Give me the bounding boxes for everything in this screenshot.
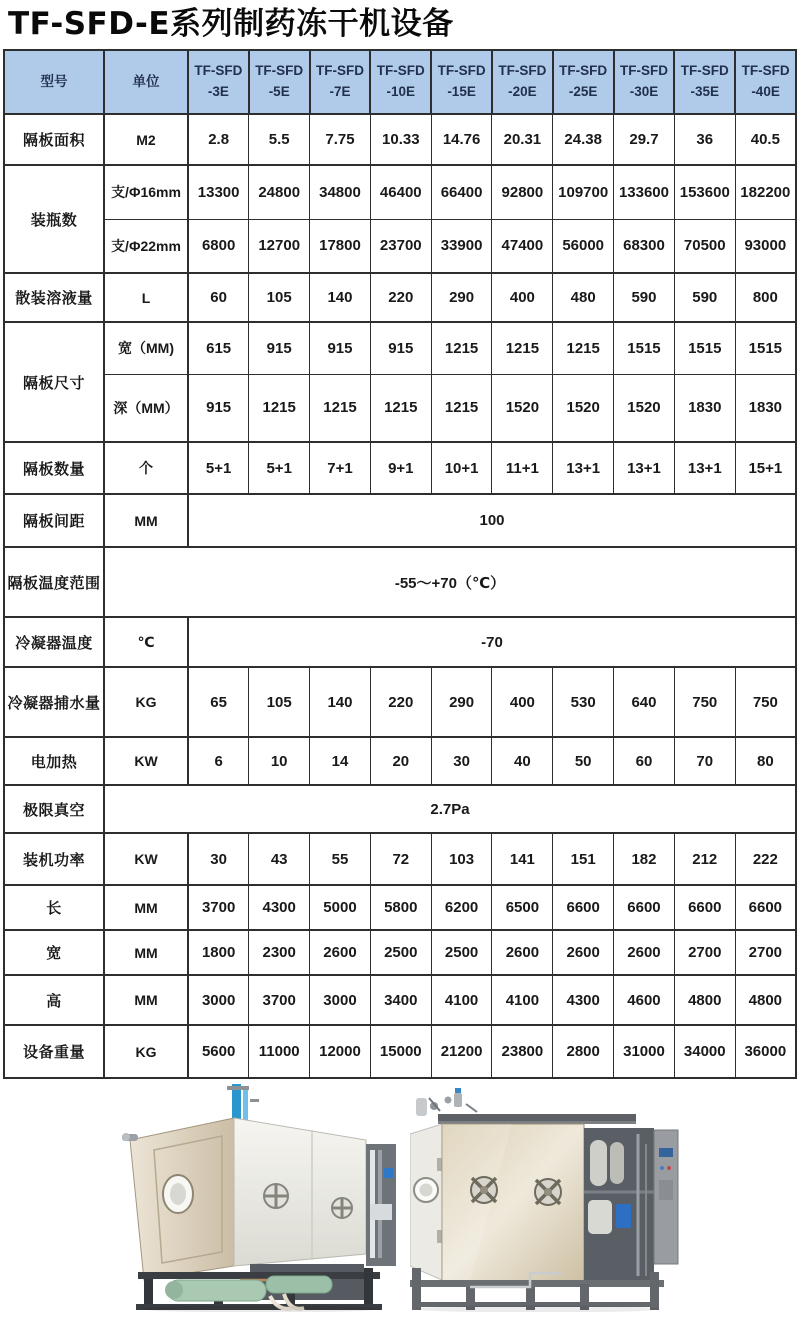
cell-value: 10 [249, 737, 310, 785]
cell-value: 34800 [310, 165, 371, 219]
cell-value: 20 [370, 737, 431, 785]
cell-value: 1830 [735, 374, 796, 442]
cell-value: 31000 [614, 1025, 675, 1078]
cell-value: 590 [614, 273, 675, 322]
cell-value: 5+1 [188, 442, 249, 494]
row-unit: KW [104, 833, 188, 885]
spec-row [4, 494, 796, 547]
cell-value: 800 [735, 273, 796, 322]
cell-value: 153600 [674, 165, 735, 219]
merged-value: 2.7Pa [104, 785, 796, 833]
spec-row [4, 667, 796, 737]
cell-value: 13300 [188, 165, 249, 219]
header-model-5e [249, 50, 310, 114]
cell-value: 615 [188, 322, 249, 374]
row-unit: 个 [104, 442, 188, 494]
cell-value: 480 [553, 273, 614, 322]
cell-value: 3000 [188, 975, 249, 1025]
cell-value: 2600 [310, 930, 371, 975]
spec-row [4, 165, 796, 219]
header-model-15e [431, 50, 492, 114]
cell-value: 182 [614, 833, 675, 885]
freeze-dryer-photo-right [410, 1084, 680, 1312]
row-unit: MM [104, 494, 188, 547]
row-label: 冷凝器温度 [4, 617, 104, 667]
cell-value: 1215 [310, 374, 371, 442]
spec-row [4, 374, 796, 442]
header-model-col: 型号 [4, 50, 104, 114]
row-unit: KW [104, 737, 188, 785]
cell-value: 1215 [431, 374, 492, 442]
spec-row [4, 885, 796, 930]
spec-table [3, 49, 797, 1079]
cell-value: 9+1 [370, 442, 431, 494]
cell-value: 1830 [674, 374, 735, 442]
cell-value: 46400 [370, 165, 431, 219]
cell-value: 640 [614, 667, 675, 737]
cell-value: 66400 [431, 165, 492, 219]
cell-value: 70 [674, 737, 735, 785]
cell-value: 1215 [249, 374, 310, 442]
cell-value: 1515 [735, 322, 796, 374]
cell-value: 80 [735, 737, 796, 785]
cell-value: 11+1 [492, 442, 553, 494]
page-title: TF-SFD-E系列制药冻干机设备 [8, 6, 454, 42]
cell-value: 56000 [553, 219, 614, 273]
cell-value: 1215 [553, 322, 614, 374]
model-series: TF-SFD [194, 63, 243, 79]
model-suffix: -30E [629, 84, 659, 100]
row-unit: ℃ [104, 617, 188, 667]
cell-value: 105 [249, 667, 310, 737]
cell-value: 50 [553, 737, 614, 785]
header-model-30e [614, 50, 675, 114]
cell-value: 2600 [492, 930, 553, 975]
cell-value: 1515 [674, 322, 735, 374]
cell-value: 1520 [614, 374, 675, 442]
cell-value: 5.5 [249, 114, 310, 165]
cell-value: 1215 [370, 374, 431, 442]
model-suffix: -25E [568, 84, 598, 100]
cell-value: 2800 [553, 1025, 614, 1078]
model-suffix: -3E [207, 84, 229, 100]
spec-row [4, 1025, 796, 1078]
cell-value: 1800 [188, 930, 249, 975]
spec-table-head [4, 50, 796, 114]
row-unit: 支/Φ16mm [104, 165, 188, 219]
cell-value: 6200 [431, 885, 492, 930]
header-model-40e [735, 50, 796, 114]
cell-value: 6600 [674, 885, 735, 930]
cell-value: 24.38 [553, 114, 614, 165]
model-series: TF-SFD [559, 63, 608, 79]
cell-value: 15000 [370, 1025, 431, 1078]
cell-value: 7+1 [310, 442, 371, 494]
model-series: TF-SFD [376, 63, 425, 79]
cell-value: 60 [614, 737, 675, 785]
cell-value: 3000 [310, 975, 371, 1025]
model-series: TF-SFD [315, 63, 364, 79]
spec-row [4, 737, 796, 785]
cell-value: 5000 [310, 885, 371, 930]
cell-value: 33900 [431, 219, 492, 273]
row-unit: 宽（MM) [104, 322, 188, 374]
equipment-rack-icon [584, 1128, 654, 1282]
row-unit: MM [104, 975, 188, 1025]
model-series: TF-SFD [680, 63, 729, 79]
cell-value: 10+1 [431, 442, 492, 494]
cell-value: 400 [492, 273, 553, 322]
model-suffix: -40E [751, 84, 780, 100]
header-model-10e [370, 50, 431, 114]
model-suffix: -20E [508, 84, 537, 100]
row-label: 极限真空 [4, 785, 104, 833]
cell-value: 10.33 [370, 114, 431, 165]
row-label: 设备重量 [4, 1025, 104, 1078]
cell-value: 220 [370, 667, 431, 737]
cell-value: 70500 [674, 219, 735, 273]
model-series: TF-SFD [498, 63, 547, 79]
cell-value: 222 [735, 833, 796, 885]
spec-row [4, 273, 796, 322]
cell-value: 4800 [735, 975, 796, 1025]
merged-value: -70 [188, 617, 796, 667]
spec-row [4, 547, 796, 617]
cell-value: 2700 [674, 930, 735, 975]
cell-value: 2500 [370, 930, 431, 975]
freeze-dryer-photo-left [120, 1084, 402, 1312]
cell-value: 109700 [553, 165, 614, 219]
row-label: 隔板数量 [4, 442, 104, 494]
chamber-left-face-icon [410, 1124, 444, 1280]
cell-value: 6500 [492, 885, 553, 930]
page [0, 7, 800, 1329]
cell-value: 36000 [735, 1025, 796, 1078]
cell-value: 13+1 [674, 442, 735, 494]
row-label: 隔板间距 [4, 494, 104, 547]
model-suffix: -35E [690, 84, 720, 100]
spec-row [4, 617, 796, 667]
spec-row [4, 975, 796, 1025]
cell-value: 151 [553, 833, 614, 885]
cell-value: 6 [188, 737, 249, 785]
top-valves-icon [416, 1088, 636, 1124]
row-unit: L [104, 273, 188, 322]
cell-value: 133600 [614, 165, 675, 219]
chamber-front-door-icon [442, 1124, 584, 1282]
row-label: 散装溶液量 [4, 273, 104, 322]
cell-value: 6600 [735, 885, 796, 930]
row-unit: M2 [104, 114, 188, 165]
cell-value: 24800 [249, 165, 310, 219]
spec-row [4, 114, 796, 165]
cell-value: 15+1 [735, 442, 796, 494]
cell-value: 590 [674, 273, 735, 322]
cell-value: 5600 [188, 1025, 249, 1078]
cell-value: 11000 [249, 1025, 310, 1078]
model-series: TF-SFD [741, 63, 790, 79]
cell-value: 6600 [553, 885, 614, 930]
row-label: 冷凝器捕水量 [4, 667, 104, 737]
cell-value: 47400 [492, 219, 553, 273]
chamber-door-icon [122, 1118, 234, 1294]
cell-value: 3700 [188, 885, 249, 930]
model-suffix: -10E [386, 84, 416, 100]
cell-value: 915 [310, 322, 371, 374]
cell-value: 3400 [370, 975, 431, 1025]
cell-value: 1520 [553, 374, 614, 442]
row-label: 装机功率 [4, 833, 104, 885]
cell-value: 2.8 [188, 114, 249, 165]
row-unit: MM [104, 930, 188, 975]
row-label: 长 [4, 885, 104, 930]
spec-row [4, 219, 796, 273]
cell-value: 17800 [310, 219, 371, 273]
model-suffix: -15E [447, 84, 476, 100]
row-unit: 支/Φ22mm [104, 219, 188, 273]
row-label: 隔板尺寸 [4, 322, 104, 442]
cell-value: 92800 [492, 165, 553, 219]
row-unit: KG [104, 1025, 188, 1078]
header-model-3e [188, 50, 249, 114]
cell-value: 1515 [614, 322, 675, 374]
header-model-20e [492, 50, 553, 114]
row-label: 宽 [4, 930, 104, 975]
row-unit: MM [104, 885, 188, 930]
cell-value: 36 [674, 114, 735, 165]
cell-value: 13+1 [553, 442, 614, 494]
spec-row [4, 833, 796, 885]
cell-value: 34000 [674, 1025, 735, 1078]
cell-value: 40 [492, 737, 553, 785]
cell-value: 43 [249, 833, 310, 885]
row-unit: 深（MM） [104, 374, 188, 442]
cell-value: 12000 [310, 1025, 371, 1078]
cell-value: 5+1 [249, 442, 310, 494]
cell-value: 2300 [249, 930, 310, 975]
cell-value: 2600 [614, 930, 675, 975]
header-unit-col: 单位 [104, 50, 188, 114]
cell-value: 30 [431, 737, 492, 785]
cell-value: 12700 [249, 219, 310, 273]
cell-value: 530 [553, 667, 614, 737]
cell-value: 23700 [370, 219, 431, 273]
chamber-side-icon [234, 1118, 366, 1266]
spec-table-body [4, 114, 796, 1078]
cell-value: 4800 [674, 975, 735, 1025]
cell-value: 220 [370, 273, 431, 322]
model-series: TF-SFD [437, 63, 486, 79]
cell-value: 7.75 [310, 114, 371, 165]
cell-value: 400 [492, 667, 553, 737]
cell-value: 141 [492, 833, 553, 885]
cell-value: 6800 [188, 219, 249, 273]
cell-value: 29.7 [614, 114, 675, 165]
cell-value: 20.31 [492, 114, 553, 165]
spec-row [4, 322, 796, 374]
cell-value: 290 [431, 667, 492, 737]
cell-value: 60 [188, 273, 249, 322]
cell-value: 72 [370, 833, 431, 885]
product-photos [0, 1082, 800, 1312]
cell-value: 182200 [735, 165, 796, 219]
model-suffix: -7E [329, 84, 351, 100]
header-model-7e [310, 50, 371, 114]
cell-value: 915 [188, 374, 249, 442]
row-label: 隔板温度范围 [4, 547, 104, 617]
rear-rack-icon [366, 1144, 396, 1266]
cell-value: 290 [431, 273, 492, 322]
cell-value: 2500 [431, 930, 492, 975]
header-model-25e [553, 50, 614, 114]
spec-row [4, 785, 796, 833]
spec-row [4, 930, 796, 975]
compressor-icon [165, 1276, 332, 1309]
spec-row [4, 442, 796, 494]
header-row [4, 50, 796, 114]
cell-value: 23800 [492, 1025, 553, 1078]
cell-value: 1215 [431, 322, 492, 374]
cell-value: 1520 [492, 374, 553, 442]
cell-value: 65 [188, 667, 249, 737]
model-suffix: -5E [268, 84, 290, 100]
row-label: 高 [4, 975, 104, 1025]
cell-value: 915 [249, 322, 310, 374]
model-series: TF-SFD [619, 63, 668, 79]
cell-value: 750 [674, 667, 735, 737]
cell-value: 1215 [492, 322, 553, 374]
cell-value: 21200 [431, 1025, 492, 1078]
cell-value: 14 [310, 737, 371, 785]
cell-value: 750 [735, 667, 796, 737]
cell-value: 2600 [553, 930, 614, 975]
merged-value: 100 [188, 494, 796, 547]
row-label: 装瓶数 [4, 165, 104, 273]
header-model-35e [674, 50, 735, 114]
cell-value: 40.5 [735, 114, 796, 165]
cell-value: 4300 [553, 975, 614, 1025]
cell-value: 212 [674, 833, 735, 885]
cell-value: 915 [370, 322, 431, 374]
cell-value: 105 [249, 273, 310, 322]
cell-value: 30 [188, 833, 249, 885]
cell-value: 4600 [614, 975, 675, 1025]
cell-value: 140 [310, 273, 371, 322]
cell-value: 4100 [431, 975, 492, 1025]
cell-value: 14.76 [431, 114, 492, 165]
cell-value: 13+1 [614, 442, 675, 494]
row-label: 电加热 [4, 737, 104, 785]
cell-value: 93000 [735, 219, 796, 273]
cell-value: 68300 [614, 219, 675, 273]
cell-value: 4300 [249, 885, 310, 930]
cell-value: 6600 [614, 885, 675, 930]
control-cabinet-icon [654, 1130, 678, 1264]
row-unit: KG [104, 667, 188, 737]
cell-value: 5800 [370, 885, 431, 930]
cell-value: 4100 [492, 975, 553, 1025]
merged-value: -55～+70（℃） [104, 547, 796, 617]
row-label: 隔板面积 [4, 114, 104, 165]
cell-value: 2700 [735, 930, 796, 975]
model-series: TF-SFD [255, 63, 304, 79]
cell-value: 103 [431, 833, 492, 885]
cell-value: 3700 [249, 975, 310, 1025]
cell-value: 55 [310, 833, 371, 885]
cell-value: 140 [310, 667, 371, 737]
